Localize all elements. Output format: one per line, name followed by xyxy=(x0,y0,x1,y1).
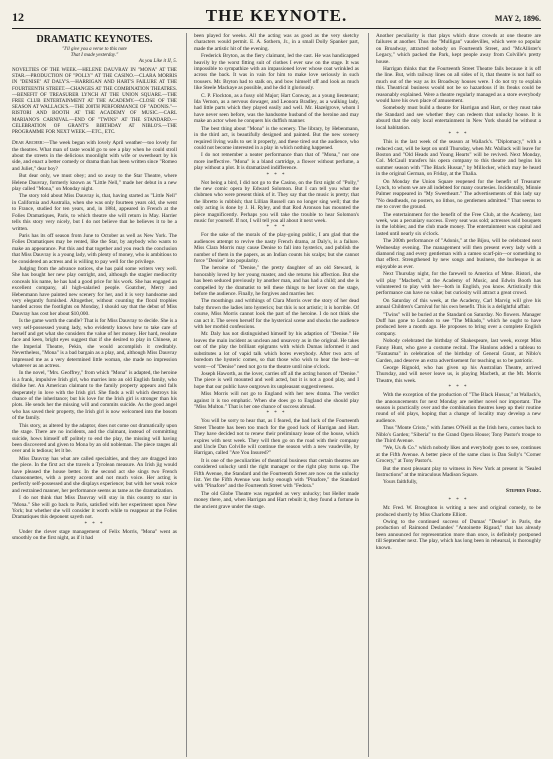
paragraph: I do not remember a neater performance than that of "Mona," nor one more ineffective. "Mona" is a bland cartridge, a flower without perfume, a play without a plot. It is dramatized indifference. xyxy=(194,152,359,172)
epigraph-line-2: That I made yesterday." xyxy=(70,53,119,58)
paragraph: Is the game worth the candle? That is for Miss Dauvray to decide. She is a very self-possessed young lady, who evidently knows how to take care of herself and get what she considers the value of her money. Her hard, resolute face and keen, bright eyes suggest that if she desired to play in Chinese, at the Imperial Theatre, Pekin, she would accomplish it creditably. Nevertheless, "Mona" is a bad bargain as a play, and, although Miss Dauvray impressed me as a very determined little woman, she made no impression whatever as an actress. xyxy=(12,318,177,370)
section-stars: * * * xyxy=(448,385,469,391)
paragraph: Thus "Monte Cristo," with James O'Neill as the Irish hero, comes back to Niblo's Garden; "Siberia" to the Grand Opera House; Tony Pastor's troupe to the Third Avenue. xyxy=(376,425,541,444)
section-stars: * * * xyxy=(84,521,105,527)
article-heading: DRAMATIC KEYNOTES. xyxy=(36,34,153,45)
epigraph-attribution: As you Like it II, 5. xyxy=(138,59,177,64)
paragraph: George Rignold, who has given up his Australian Theatre, arrived Thursday, and will never leave us, is playing Macbeth, at the Mt. Morris Theatre, this week. xyxy=(376,364,541,384)
paragraph: Miss Morris will not go to England with her new drama. The verdict against it is too emphatic. When she does go to England she should play "Miss Multon." That is her one chance of success abroad. xyxy=(194,391,359,410)
issue-date: MAY 2, 1896. xyxy=(494,14,541,23)
paragraph: This is the last week of the season at Wallack's. "Diplomacy," with a reduced cast, will be kept on until Thursday, when Mr. Wallack will leave for Boston and "Old Heads and Young Hearts" will be revived. Next Monday, Col. McCaull transfers his opera company to this theatre and begins his summer season with "The Black Hussar," by Millocker, which may be heard in the original German, on Friday, at the Thalia. xyxy=(376,139,541,178)
paragraph: But dear only, we must obey; and so away to the Star Theatre, where Helene Dauvray, formerly known as "Little Nell," made her debut in a new play called "Mona," on Monday night. xyxy=(12,173,177,193)
paragraph: Harrigan thinks that the Fourteenth Street Theatre fails because it is off the line. But, with railway lines on all sides of it, that theatre is not half so much out of the way as its Broadway houses were. I do not try to explain this. Theatrical business would not be so hazardous if its freaks could be reasonably explained. Were a theatre regularly managed as a store everybody would have his own place of amusement. xyxy=(376,66,541,105)
paragraph: With the exception of the production of "The Black Hussar," at Wallack's, the announcements for next Monday are neither novel nor important. The season is practically over and the combination theatres keep up their routine round of old plays, hoping that a change of locality may develop a new audience. xyxy=(376,392,541,424)
paragraph: Dear Archer:—The week began with lovely April weather—too lovely for the theatres. What man of taste would go to see a play when he could stroll about the streets in the delicious moonlight with wife or sweetheart by his side, and enact a better comedy or drama than has been written since "Romeo and Juliet," dear boy? xyxy=(12,140,177,172)
section-stars: * * * xyxy=(266,411,287,417)
section-stars: * * * xyxy=(266,225,287,231)
paragraph: "Twins" will be buried at the Standard on Saturday. No flowers. Manager Duff has gone to London to see "The Mikado," which he ought to have produced here a month ago. He proposes to bring over a complete English company. xyxy=(376,311,541,337)
paragraph: Judging from the advance notices, she has paid some writers very well. She has bought her new play outright, and, although the stagier mediocrity conceals his name, he has had a good price for his work. She has engaged an excellent company, all high-salaried people. Goatcher, Merry and Hebenmann have painted new scenery for her, and it is very handsome and very elegantly furnished. Altogether, without counting the floral trophies handed across the footlights on Monday, I should say that the debut of Miss Dauvray has cost her about $10,000. xyxy=(12,265,177,317)
paragraph: Not being a bird, I did not go to the Casino, on the first night of "Polly," the new comic opera by Edward Solomon. But I can tell you what the clubmen who were present think of it. They say that the music is pretty; that the libretto is rubbish; that Lillian Russell can no longer sing well; that the only acting is done by J. H. Ryley, and that Rod Aronson has mounted the piece magnificently. Perhaps you will take the trouble to hear Solomon's music for yourself. If not, I will tell you all about it next week. xyxy=(194,179,359,224)
paragraph: On Monday the Union Square reopened for the benefit of Treasurer Lynch, to whom we are all indebted for many courtesies. Incidentally, Minnie Palmer reappeared in "My Sweetheart." The advertisements of this lady say "No deadheads, no posters, no lithos, no gentlemen admitted." That seems to me to cover the ground. xyxy=(376,178,541,211)
paragraph: been played for weeks. All the acting was as good as the very sketchy characters would permit. E. A. Sothern, Jr., in a small Dolly Spanker part, made the artistic hit of the evening. xyxy=(194,33,359,52)
paragraph: It is one of the peculiarities of theatrical business that certain theatres are considered unlucky until the right manager or the right play turns up. The Fifth Avenue, the Standard and the Fourteenth Street are now on the unlucky list. Yet the Fifth Avenue was lucky enough with "Pinafore," the Standard with "Pinafore" and the Fourteenth Street with "Fedora." xyxy=(194,457,359,490)
paragraph: "We, Us & Co." which nobody likes and everybody goes to see, continues at the Fifth Avenue. A better piece of the same class is Dan Sully's "Corner Grocery," at Tony Pastor's. xyxy=(376,445,541,465)
column-2 xyxy=(186,33,359,757)
paragraph: The entertainment for the benefit of the Free Club, at the Academy, last week, was a pecuniary success. Every seat was sold; actresses sold bouquets in the lobbies; and the club made money. The entertainment was capital and lasted until nearly six o'clock. xyxy=(376,211,541,237)
salutation: Dear Archer: xyxy=(12,140,44,147)
paragraph: C. P. Flockton, as a fussy old Major; Hart Conway, as a young lieutenant; Ida Vernon, as a nervous dowager, and Leonora Bradley, as a walking lady, had little parts which they played easily and well. Mr. Hazelgrove, whom I have never seen before, was the handsome husband of the heroine and may make an actor when he conquers his duffish manner. xyxy=(194,92,359,125)
newspaper-title: THE KEYNOTE. xyxy=(205,6,348,25)
paragraph: Frederick Bryton, as the fiery claimant, led the cast. He was handicapped heavily by the worst fitting suit of clothes I ever saw on the stage. It was impossible to sympathize with an impassioned lover whose coat wrinkled as across the back. It was in vain for him to make love seriously in such trousers. Mr. Bryton had to stalk on, and bow himself off and look as much like Steele Mackaye as possible, and he did it gloriously. xyxy=(194,53,359,92)
paragraph: Under the clever stage management of Felix Morris, "Mona" went as smoothly on the first night, as if it had xyxy=(12,528,177,542)
article-summary: NOVELTIES OF THE WEEK.—HELENE DAUVRAY IN "MONA" AT THE STAR.—PRODUCTION OF "POLLY" AT THE CASINO.—CLARA MORRIS IN "DENISE" AT DALY'S.—HARRIGAN AND HART'S FAILURE AT THE FOURTEENTH STREET.—CHANGES AT THE COMBINATION THEATRES.—BENEFIT OF TREASURER LYNCH AT THE UNION SQUARE.—THE FREE CLUB ENTERTAINMENT AT THE ACADEMY.—CLOSE OF THE SEASON AT WALLACK'S.—THE 200TH PERFORMANCE OF "ADONIS."—RISTORI AND BOOTH AT THE ACADEMY OF MUSIC.—CARL MARIANO'S CARNIVAL.—END OF "TWINS" AT THE STANDARD.—CELEBRATION OF GRANT'S BIRTHDAY AT NIBLO'S.—THE PROGRAMME FOR NEXT WEEK.—ETC., ETC. xyxy=(12,68,177,136)
paragraph: This story, as altered by the adaptor, does not come out dramatically upon the stage. There are no incidents, and the claimant, instead of committing suicide, hows himself off politely to end the play, the missing will having been discovered and given to Mona by an old nobleman. The piece ranges all over and is tedious; let it be. xyxy=(12,422,177,455)
section-stars: * * * xyxy=(448,132,469,138)
closing: Yours faithfully, xyxy=(383,479,418,486)
epigraph: "I'll give you a verse to this note xyxy=(62,47,127,52)
paragraph: Joseph Haworth, as the lover, carries off all the acting honors of "Denise." The piece is well mounted and well acted, but it is not a good play, and I hope that our public have outgrown its unpleasant suggestiveness. xyxy=(194,370,359,390)
paragraph: In the novel, "Mrs. Geoffrey," from which "Mona" is adapted, the heroine is a frank, impulsive Irish girl, who marries into an old English family, who dislike her. An American claimant to the family property appears and falls desperately in love with the Irish girl. She finds a will which destroys his chance of the inheritance; but his love for the Irish girl is stronger than his plots. He sends her the missing will and commits suicide. As the good angel who has saved their property, the Irish girl is now welcomed into the bosom of the family. xyxy=(12,370,177,422)
page-number: 12 xyxy=(12,10,24,24)
paragraph: The 200th performance of "Adonis," at the Bijou, will be celebrated next Wednesday evening. The management will then present every lady with a diamond ring and every gentleman with a cameo scarf-pin—or something to that effect. Strengthened by new songs and business, the burlesque is as enjoyable as ever. xyxy=(376,238,541,270)
paragraph: Miss Dauvray has what are called specialties, and they are dragged into the piece. In the first act she travels a Tyrolean measure. An Irish jig would have pleased the house better. In the second act she sings two French chansonnettes, with a pretty accent and not much voice. Her acting is perfectly self-possessed and she displays experience; but with her weak voice and restrained manner, her performance seems as tame as the dramatization. xyxy=(12,455,177,494)
paragraph: You will be sorry to hear that, as I feared, the bad luck of the Fourteenth Street Theatre has been too much for the good luck of Harrigan and Hart. They have decided not to renew their preliminary lease of the house, which expires with next week. They will then go on the road with their company and Uncle Dan Colville will continue the season with a new vaudeville, by Harrigan, called "Are You Insured?" xyxy=(194,418,359,457)
paragraph: For the sake of the morals of the play-going public, I am glad that the audiences attempt to revive the nasty French drama, at Daly's, is a failure. Miss Clara Morris may cause Denise to fall into hysterics, and publish the number of them in the papers, as an Indian counts his scalps; but she cannot force "Denise" into popularity. xyxy=(194,232,359,264)
header-rule xyxy=(12,28,541,29)
column-3 xyxy=(368,33,541,757)
paragraph: Somebody must build a theatre for Harrigan and Hart, or they must take the Standard and see whether they can redeem that unlucky house. It is absurd that the only local entertainment in New York should be without a local habitation. xyxy=(376,105,541,131)
section-stars: * * * xyxy=(266,172,287,178)
paragraph: On Saturday of this week, at the Academy, Carl Marvig will give his annual Children's Carnival for his own benefit. This is a delightful affair. xyxy=(376,297,541,311)
paragraph: The story told about Miss Dauvray is, that, having started as "Little Nell" in California and Australia, when she was only fourteen years old, she went to France, studied for ten years, and, in 1884, appeared in French at the Folies Dramatiques, Paris, to which theatre she will return in May. Harrier tells this story very nicely, but I do not believe that he believes it to be a written. xyxy=(12,193,177,232)
paragraph: Mr. Daly has not distinguished himself by his adaption of "Denise." He leaves the main incident as unclean and unsavory as in the original. He takes out of the play the brilliant epigrams with which Dumas informed it and substitutes a lot of vapid talk which bores everybody. After two acts of boredom the hysteric comes, so that those who wish to hear the best—or worst—of "Denise" need not go to the theatre until nine o'clock. xyxy=(194,331,359,370)
article-columns xyxy=(12,33,541,757)
paragraph: But the most pleasant play to witness in New York at present is "Sealed Instructions" at the miraculous Madison Square. xyxy=(376,465,541,478)
signature: Stephen Fiske. xyxy=(505,487,541,494)
section-stars: * * * xyxy=(448,498,469,504)
paragraph: Next Thursday night, for the farewell to America of Mme. Ristori, she will play "Macbeth," at the Academy of Music, and Edwin Booth has volunteered to play with her—both in English, you know. Artistically this performance can have no value; but curiosity will attract a great crowd. xyxy=(376,271,541,297)
paragraph: Another peculiarity is that plays which draw crowds at one theatre are failures at another. Thus the "Mulligan" vaudevilles, which were so popular on Broadway, attracted nobody on Fourteenth Street, and "McAllister's Legacy," which packed the Park, kept people away from Colville's pretty house. xyxy=(376,33,541,65)
paragraph: Nobody celebrated the birthday of Shakespeare, last week, except Miss Fanny Hunt, who gave a costume recital. The Hanlons added a tableau to "Fantasma" in celebration of the birthday of General Grant, at Niblo's Garden, and deserve an extra advertisement for teaching us to be patriotic. xyxy=(376,338,541,364)
paragraph: The heroine of "Denise," the pretty daughter of an old Steward, is honorably loved by her young master, and she returns his affection. But she has been seduced previously by another man, and has had a child; and she is compelled by the dramatist to tell these things to her lover on the stage, before the audience. Finally, he forgives and marries her. xyxy=(194,265,359,298)
paragraph: I do not think that Miss Dauvray will stay in this country to star in "Mona." She will go back to Paris, satisfied with her experiment upon New York; but whether she will consider it worth while to reappear at the Folies Dramatiques this deponent sayeth not. xyxy=(12,495,177,521)
paragraph: Mr. Fred. W. Broughton is writing a new and original comedy, to be produced shortly by Miss Charlotte Elliott. xyxy=(376,505,541,518)
paragraph: The mouthings and writhings of Clara Morris over the story of her dead baby thrown the ladies into hysterics; but this is not artistic; it is horrible. Of course, Miss Morris cannot look the part of the heroine. I do not think she can act it. The seven herself for the hysterical scene and shocks the audience with her morbid confessions. xyxy=(194,298,359,331)
paragraph: Owing to the continued success of Dumas' "Denise" in Paris, the production of Raimond Deslandes' "Antoinette Rigaud," that has already been announced for representation more than once, is definitely postponed till September next. The play, which has long been in rehearsal, is thoroughly known. xyxy=(376,519,541,551)
paragraph: The best thing about "Mona" is the scenery. The library, by Hebenmann, in the third act, is beautifully designed and painted. But the new scenery required living walls to set it properly, and these tired out the audience, who could not become interested in a play in which nothing happened. xyxy=(194,125,359,151)
paragraph: The old Globe Theatre was regarded as very unlucky; but Heller made money there, and, when Harrigan and Hart rebuilt it, they found a fortune in the ancient grave under the stage. xyxy=(194,490,359,510)
column-1 xyxy=(12,33,177,757)
paragraph: Paris has its off season from June to October as well as New York. The Folies Dramatiques may be rented, like the Star, by anybody who wants to make an appearance. Put this and that together and you reach the conclusion that Miss Dauvray is a young lady, with plenty of money, who is ambitious to be considered an actress and is willing to pay well for the privilege. xyxy=(12,232,177,265)
masthead xyxy=(12,6,541,26)
